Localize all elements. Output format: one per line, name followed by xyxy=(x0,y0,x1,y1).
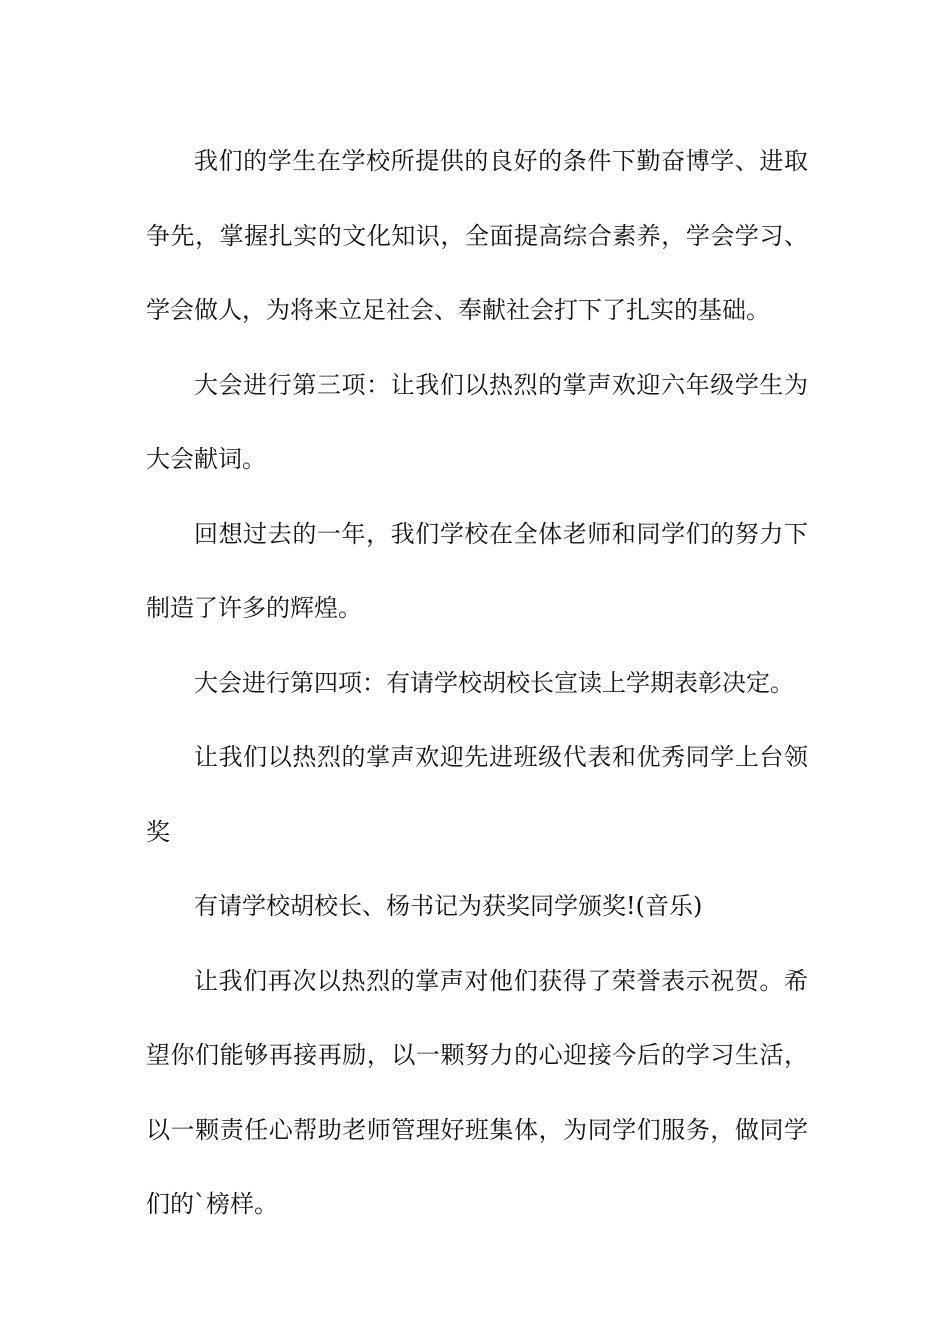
paragraph-past-year: 回想过去的一年，我们学校在全体老师和同学们的努力下制造了许多的辉煌。 xyxy=(146,519,808,622)
document-body xyxy=(146,124,808,1242)
paragraph-third-item: 大会进行第三项：让我们以热烈的掌声欢迎六年级学生为大会献词。 xyxy=(146,370,808,473)
paragraph-fourth-item: 大会进行第四项：有请学校胡校长宣读上学期表彰决定。 xyxy=(194,668,794,697)
paragraph-students-study: 我们的学生在学校所提供的良好的条件下勤奋博学、进取争先，掌握扎实的文化知识，全面提高综合素养，学会学习、学会做人，为将来立足社会、奉献社会打下了扎实的基础。 xyxy=(146,147,808,324)
paragraph-congratulations: 让我们再次以热烈的掌声对他们获得了荣誉表示祝贺。希望你们能够再接再励，以一颗努力的心迎接今后的学习生活，以一颗责任心帮助老师管理好班集体，为同学们服务，做同学们的`榜样。 xyxy=(146,966,808,1218)
paragraph-present-awards: 有请学校胡校长、杨书记为获奖同学颁奖!(音乐) xyxy=(194,892,703,920)
paragraph-welcome-awardees: 让我们以热烈的掌声欢迎先进班级代表和优秀同学上台领奖 xyxy=(146,743,808,846)
